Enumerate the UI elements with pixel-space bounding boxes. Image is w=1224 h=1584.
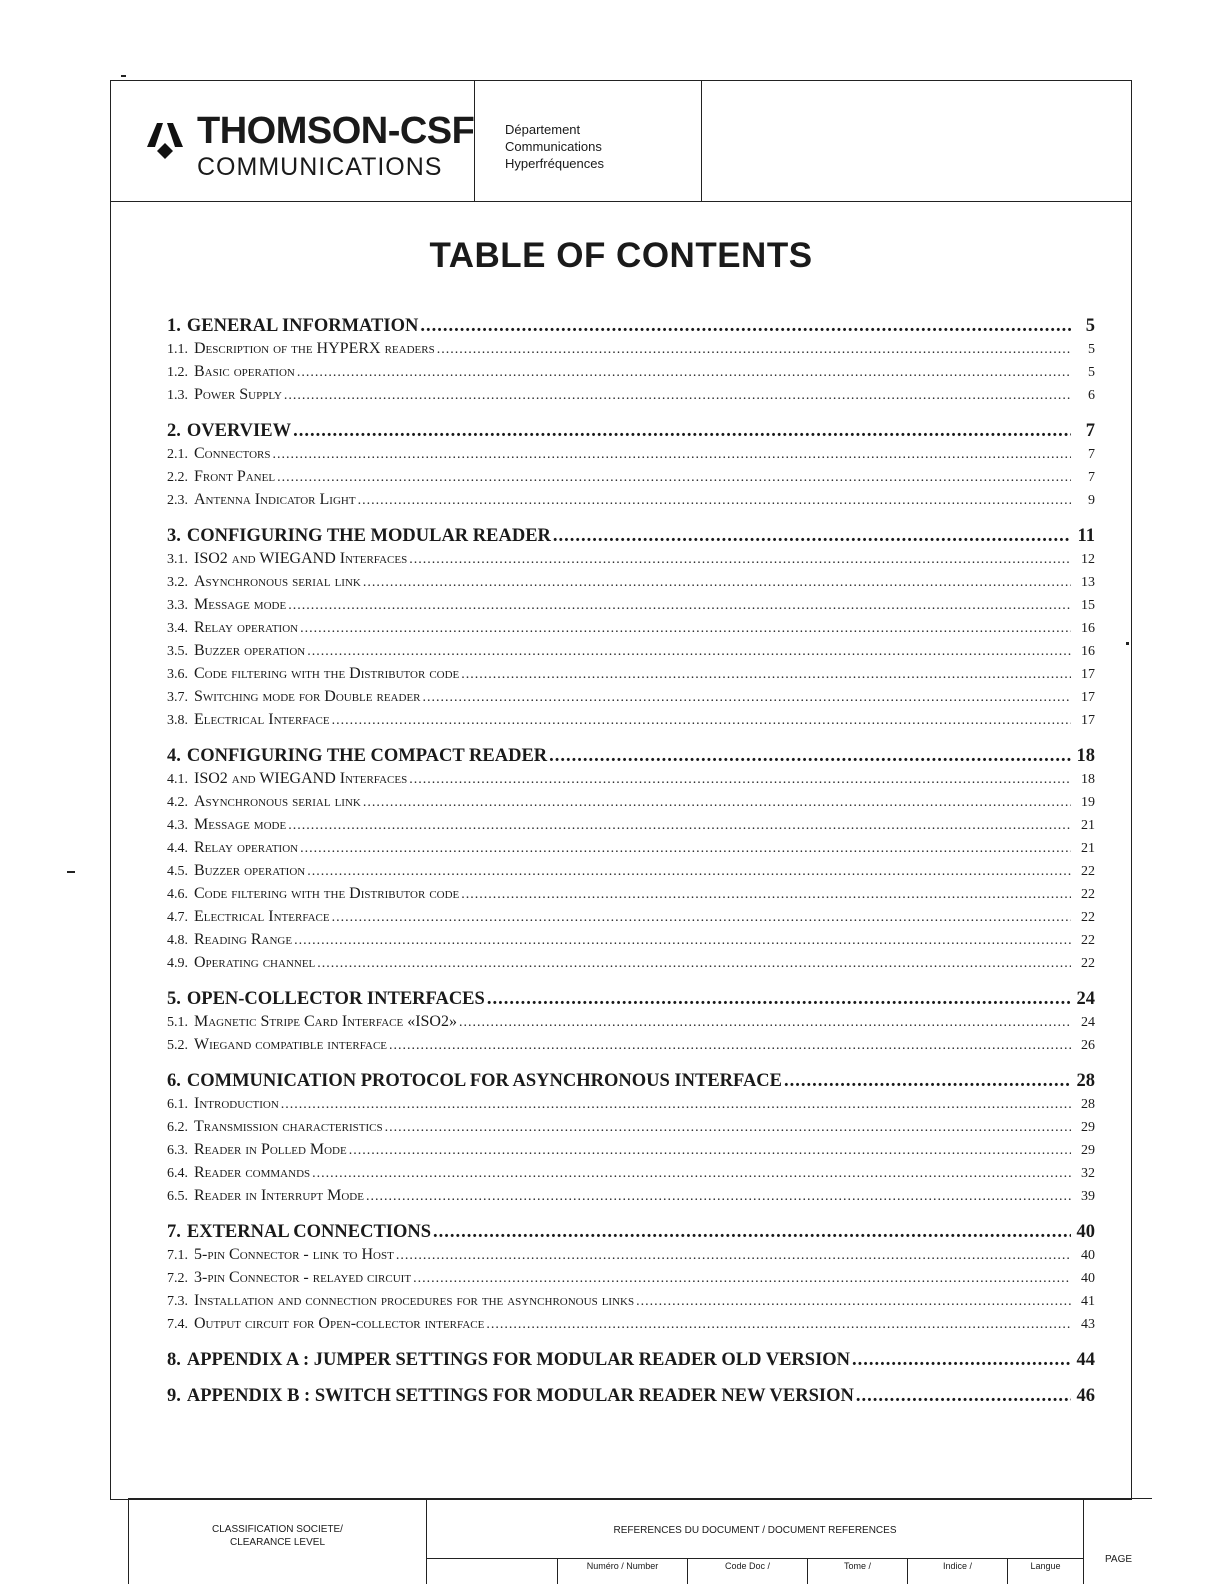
toc-page-number: 46: [1076, 1386, 1095, 1406]
toc-number: 7.2.: [167, 1271, 188, 1286]
toc-page-number: 7: [1085, 421, 1095, 441]
toc-title: Output circuit for Open-collector interface: [194, 1315, 485, 1332]
toc-title: Transmission characteristics: [194, 1118, 383, 1135]
toc-entry: [167, 596, 1095, 619]
reference-subcell-indice: Indice /: [907, 1559, 1007, 1584]
toc-page-number: 28: [1081, 1097, 1095, 1112]
toc-leader-dots: [784, 1071, 1071, 1092]
toc-entry: [167, 793, 1095, 816]
logo-cell: [111, 81, 475, 201]
toc-number: 5.2.: [167, 1038, 188, 1053]
toc-number: 6.1.: [167, 1097, 188, 1112]
toc-leader-dots: [307, 864, 1071, 880]
toc-title: Electrical Interface: [194, 908, 330, 925]
toc-page-number: 18: [1081, 772, 1095, 787]
toc-leader-dots: [409, 552, 1071, 568]
classification-label: CLASSIFICATION SOCIETE/: [212, 1524, 343, 1535]
toc-entry: [167, 770, 1095, 793]
toc-number: 6.: [167, 1071, 181, 1091]
toc-leader-dots: [385, 1120, 1071, 1136]
toc-leader-dots: [307, 644, 1071, 660]
toc-entry: [167, 468, 1095, 491]
toc-leader-dots: [297, 365, 1071, 381]
toc-entry: [167, 642, 1095, 665]
toc-entry: [167, 550, 1095, 573]
toc-number: 2.: [167, 421, 181, 441]
toc-title: OVERVIEW: [186, 421, 292, 441]
toc-leader-dots: [363, 575, 1071, 591]
toc-leader-dots: [317, 956, 1071, 972]
toc-title: 3-pin Connector - relayed circuit: [194, 1269, 412, 1286]
toc-section: [167, 989, 1095, 1013]
classification-label: CLEARANCE LEVEL: [229, 1537, 326, 1548]
toc-number: 4.5.: [167, 864, 188, 879]
toc-leader-dots: [413, 1271, 1071, 1287]
toc-section: [167, 1350, 1095, 1374]
toc-entry: [167, 862, 1095, 885]
toc-title: Relay operation: [194, 839, 299, 856]
toc-title: Relay operation: [194, 619, 299, 636]
toc-number: 3.3.: [167, 598, 188, 613]
toc-title: Description of the HYPERX readers: [194, 340, 435, 357]
toc-section: [167, 526, 1095, 550]
toc-title: Basic operation: [194, 363, 295, 380]
toc-number: 6.3.: [167, 1143, 188, 1158]
toc-title: Introduction: [194, 1095, 279, 1112]
toc-title: Reader in Interrupt Mode: [194, 1187, 364, 1204]
toc-page-number: 17: [1081, 667, 1095, 682]
toc-page-number: 22: [1081, 910, 1095, 925]
toc-number: 4.2.: [167, 795, 188, 810]
toc-section: [167, 421, 1095, 445]
toc-title: CONFIGURING THE MODULAR READER: [186, 526, 551, 546]
toc-number: 9.: [167, 1386, 181, 1406]
toc-title: Reader in Polled Mode: [194, 1141, 347, 1158]
toc-number: 4.9.: [167, 956, 188, 971]
toc-number: 3.1.: [167, 552, 188, 567]
toc-leader-dots: [332, 713, 1071, 729]
toc-number: 3.8.: [167, 713, 188, 728]
toc-entry: [167, 885, 1095, 908]
toc-page-number: 18: [1076, 746, 1095, 766]
toc-number: 3.7.: [167, 690, 188, 705]
reference-subcell-code: Code Doc /: [687, 1559, 807, 1584]
toc-number: 7.3.: [167, 1294, 188, 1309]
toc-page-number: 7: [1088, 447, 1095, 462]
toc-title: Buzzer operation: [194, 862, 306, 879]
toc-leader-dots: [856, 1386, 1071, 1407]
toc-number: 7.: [167, 1222, 181, 1242]
toc-page-number: 17: [1081, 690, 1095, 705]
toc-title: EXTERNAL CONNECTIONS: [186, 1222, 432, 1242]
toc-entry: [167, 816, 1095, 839]
toc-page-number: 40: [1081, 1248, 1095, 1263]
toc-number: 4.: [167, 746, 181, 766]
toc-entry: [167, 954, 1095, 977]
toc-leader-dots: [293, 421, 1071, 442]
toc-page-number: 41: [1081, 1294, 1095, 1309]
department-line: Hyperfréquences: [505, 156, 604, 171]
toc-entry: [167, 363, 1095, 386]
toc-leader-dots: [409, 772, 1071, 788]
toc-page-number: 9: [1088, 493, 1095, 508]
toc-entry: [167, 1013, 1095, 1036]
toc-page-number: 29: [1081, 1120, 1095, 1135]
toc-entry: [167, 619, 1095, 642]
toc-page-number: 22: [1081, 887, 1095, 902]
toc-leader-dots: [294, 933, 1071, 949]
toc-title: Connectors: [194, 445, 271, 462]
toc-title: ISO2 and WIEGAND Interfaces: [194, 550, 408, 567]
toc-page-number: 12: [1081, 552, 1095, 567]
toc-page-number: 43: [1081, 1317, 1095, 1332]
toc-title: GENERAL INFORMATION: [186, 316, 419, 336]
toc-number: 4.7.: [167, 910, 188, 925]
toc-entry: [167, 1269, 1095, 1292]
toc-page-number: 7: [1088, 470, 1095, 485]
toc-title: Message mode: [194, 596, 287, 613]
toc-title: 5-pin Connector - link to Host: [194, 1246, 394, 1263]
toc-entry: [167, 1118, 1095, 1141]
toc-title: Magnetic Stripe Card Interface «ISO2»: [194, 1013, 457, 1030]
toc-number: 3.: [167, 526, 181, 546]
toc-leader-dots: [284, 388, 1071, 404]
toc-page-number: 26: [1081, 1038, 1095, 1053]
toc-title: Electrical Interface: [194, 711, 330, 728]
toc-leader-dots: [549, 746, 1071, 767]
toc-page-number: 21: [1081, 841, 1095, 856]
document-header: [111, 81, 1131, 202]
toc-leader-dots: [437, 342, 1071, 358]
toc-section: [167, 746, 1095, 770]
toc-entry: [167, 1246, 1095, 1269]
toc-leader-dots: [288, 598, 1071, 614]
toc-leader-dots: [553, 526, 1071, 547]
references-header: REFERENCES DU DOCUMENT / DOCUMENT REFERENCES: [427, 1499, 1083, 1559]
toc-page-number: 39: [1081, 1189, 1095, 1204]
toc-page-number: 40: [1076, 1222, 1095, 1242]
toc-leader-dots: [461, 667, 1071, 683]
toc-title: Power Supply: [194, 386, 282, 403]
scan-speck: [121, 75, 126, 77]
department-line: Communications: [505, 139, 602, 154]
toc-number: 6.4.: [167, 1166, 188, 1181]
toc-leader-dots: [852, 1350, 1071, 1371]
toc-section: [167, 1071, 1095, 1095]
toc-page-number: 24: [1076, 989, 1095, 1009]
page-label: PAGE: [1083, 1499, 1152, 1584]
toc-number: 4.8.: [167, 933, 188, 948]
toc-title: Buzzer operation: [194, 642, 306, 659]
toc-page-number: 5: [1088, 365, 1095, 380]
toc-title: Asynchronous serial link: [194, 793, 361, 810]
toc-page-number: 22: [1081, 864, 1095, 879]
toc-page-number: 21: [1081, 818, 1095, 833]
toc-leader-dots: [486, 1317, 1071, 1333]
toc-page-number: 13: [1081, 575, 1095, 590]
toc-entry: [167, 931, 1095, 954]
toc-number: 8.: [167, 1350, 181, 1370]
toc-number: 3.6.: [167, 667, 188, 682]
toc-title: Switching mode for Double reader: [194, 688, 421, 705]
toc-page-number: 11: [1077, 526, 1095, 546]
toc-section: [167, 316, 1095, 340]
toc-number: 4.4.: [167, 841, 188, 856]
toc-title: Code filtering with the Distributor code: [194, 885, 460, 902]
toc-title: APPENDIX A : JUMPER SETTINGS FOR MODULAR READER OLD VERSION: [186, 1350, 851, 1370]
toc-number: 1.3.: [167, 388, 188, 403]
toc-page-number: 24: [1081, 1015, 1095, 1030]
document-footer: [128, 1498, 1152, 1584]
document-frame: [110, 80, 1132, 1500]
reference-subcell: [427, 1559, 557, 1584]
toc-entry: [167, 908, 1095, 931]
page-title: TABLE OF CONTENTS: [429, 236, 813, 275]
toc-title: CONFIGURING THE COMPACT READER: [186, 746, 548, 766]
toc-number: 7.4.: [167, 1317, 188, 1332]
toc-entry: [167, 711, 1095, 734]
toc-number: 1.2.: [167, 365, 188, 380]
toc-leader-dots: [389, 1038, 1071, 1054]
toc-number: 6.5.: [167, 1189, 188, 1204]
toc-page-number: 40: [1081, 1271, 1095, 1286]
toc-number: 3.2.: [167, 575, 188, 590]
company-name: THOMSON-CSF: [197, 110, 475, 152]
toc-leader-dots: [300, 621, 1071, 637]
toc-number: 4.3.: [167, 818, 188, 833]
toc-title: COMMUNICATION PROTOCOL FOR ASYNCHRONOUS INTERFACE: [186, 1071, 783, 1091]
toc-entry: [167, 1315, 1095, 1338]
toc-number: 5.1.: [167, 1015, 188, 1030]
reference-subcell-tome: Tome /: [807, 1559, 907, 1584]
toc-number: 2.2.: [167, 470, 188, 485]
toc-title: Front Panel: [194, 468, 276, 485]
toc-title: Installation and connection procedures for the asynchronous links: [194, 1292, 635, 1309]
toc-entry: [167, 386, 1095, 409]
department-line: Département: [505, 122, 581, 137]
toc-entry: [167, 839, 1095, 862]
toc-number: 7.1.: [167, 1248, 188, 1263]
toc-leader-dots: [423, 690, 1072, 706]
toc-page-number: 22: [1081, 933, 1095, 948]
toc-title: Asynchronous serial link: [194, 573, 361, 590]
toc-title: APPENDIX B : SWITCH SETTINGS FOR MODULAR READER NEW VERSION: [186, 1386, 854, 1406]
toc-leader-dots: [487, 989, 1071, 1010]
toc-leader-dots: [272, 447, 1071, 463]
toc-page-number: 16: [1081, 644, 1095, 659]
toc-page-number: 5: [1088, 342, 1095, 357]
toc-leader-dots: [459, 1015, 1071, 1031]
toc-page-number: 5: [1085, 316, 1095, 336]
classification-cell: [129, 1499, 427, 1584]
toc-title: Antenna Indicator Light: [194, 491, 356, 508]
table-of-contents: [167, 316, 1095, 1410]
toc-leader-dots: [349, 1143, 1071, 1159]
toc-leader-dots: [366, 1189, 1071, 1205]
toc-leader-dots: [433, 1222, 1071, 1243]
toc-section: [167, 1386, 1095, 1410]
scan-speck: [67, 871, 75, 873]
department-cell: [475, 81, 702, 201]
toc-number: 1.: [167, 316, 181, 336]
toc-page-number: 6: [1088, 388, 1095, 403]
toc-number: 4.1.: [167, 772, 188, 787]
toc-section: [167, 1222, 1095, 1246]
toc-entry: [167, 665, 1095, 688]
toc-title: ISO2 and WIEGAND Interfaces: [194, 770, 408, 787]
toc-leader-dots: [363, 795, 1071, 811]
toc-leader-dots: [332, 910, 1071, 926]
toc-entry: [167, 1187, 1095, 1210]
toc-entry: [167, 1164, 1095, 1187]
reference-subcell-langue: Langue: [1007, 1559, 1083, 1584]
toc-entry: [167, 445, 1095, 468]
toc-title: Reading Range: [194, 931, 293, 948]
thomson-logo-icon: [143, 117, 187, 161]
toc-leader-dots: [300, 841, 1071, 857]
toc-page-number: 17: [1081, 713, 1095, 728]
toc-number: 3.5.: [167, 644, 188, 659]
toc-number: 1.1.: [167, 342, 188, 357]
toc-page-number: 19: [1081, 795, 1095, 810]
toc-number: 6.2.: [167, 1120, 188, 1135]
toc-leader-dots: [277, 470, 1071, 486]
toc-entry: [167, 688, 1095, 711]
toc-number: 3.4.: [167, 621, 188, 636]
toc-number: 2.3.: [167, 493, 188, 508]
reference-subcell-number: Numéro / Number: [557, 1559, 687, 1584]
toc-entry: [167, 1036, 1095, 1059]
toc-entry: [167, 491, 1095, 514]
toc-leader-dots: [288, 818, 1071, 834]
toc-title: Wiegand compatible interface: [194, 1036, 387, 1053]
toc-title: OPEN-COLLECTOR INTERFACES: [186, 989, 485, 1009]
toc-leader-dots: [636, 1294, 1071, 1310]
toc-leader-dots: [420, 316, 1071, 337]
toc-number: 5.: [167, 989, 181, 1009]
toc-number: 4.6.: [167, 887, 188, 902]
toc-entry: [167, 573, 1095, 596]
toc-page-number: 29: [1081, 1143, 1095, 1158]
toc-title: Code filtering with the Distributor code: [194, 665, 460, 682]
toc-title: Reader commands: [194, 1164, 311, 1181]
toc-entry: [167, 340, 1095, 363]
toc-page-number: 22: [1081, 956, 1095, 971]
toc-entry: [167, 1095, 1095, 1118]
company-division: COMMUNICATIONS: [197, 153, 443, 181]
toc-leader-dots: [358, 493, 1071, 509]
toc-leader-dots: [312, 1166, 1071, 1182]
toc-page-number: 15: [1081, 598, 1095, 613]
toc-title: Message mode: [194, 816, 287, 833]
toc-leader-dots: [396, 1248, 1071, 1264]
toc-page-number: 44: [1076, 1350, 1095, 1370]
toc-number: 2.1.: [167, 447, 188, 462]
toc-leader-dots: [281, 1097, 1071, 1113]
toc-entry: [167, 1292, 1095, 1315]
toc-page-number: 16: [1081, 621, 1095, 636]
toc-leader-dots: [461, 887, 1071, 903]
toc-title: Operating channel: [194, 954, 316, 971]
toc-entry: [167, 1141, 1095, 1164]
toc-page-number: 28: [1076, 1071, 1095, 1091]
toc-page-number: 32: [1081, 1166, 1095, 1181]
